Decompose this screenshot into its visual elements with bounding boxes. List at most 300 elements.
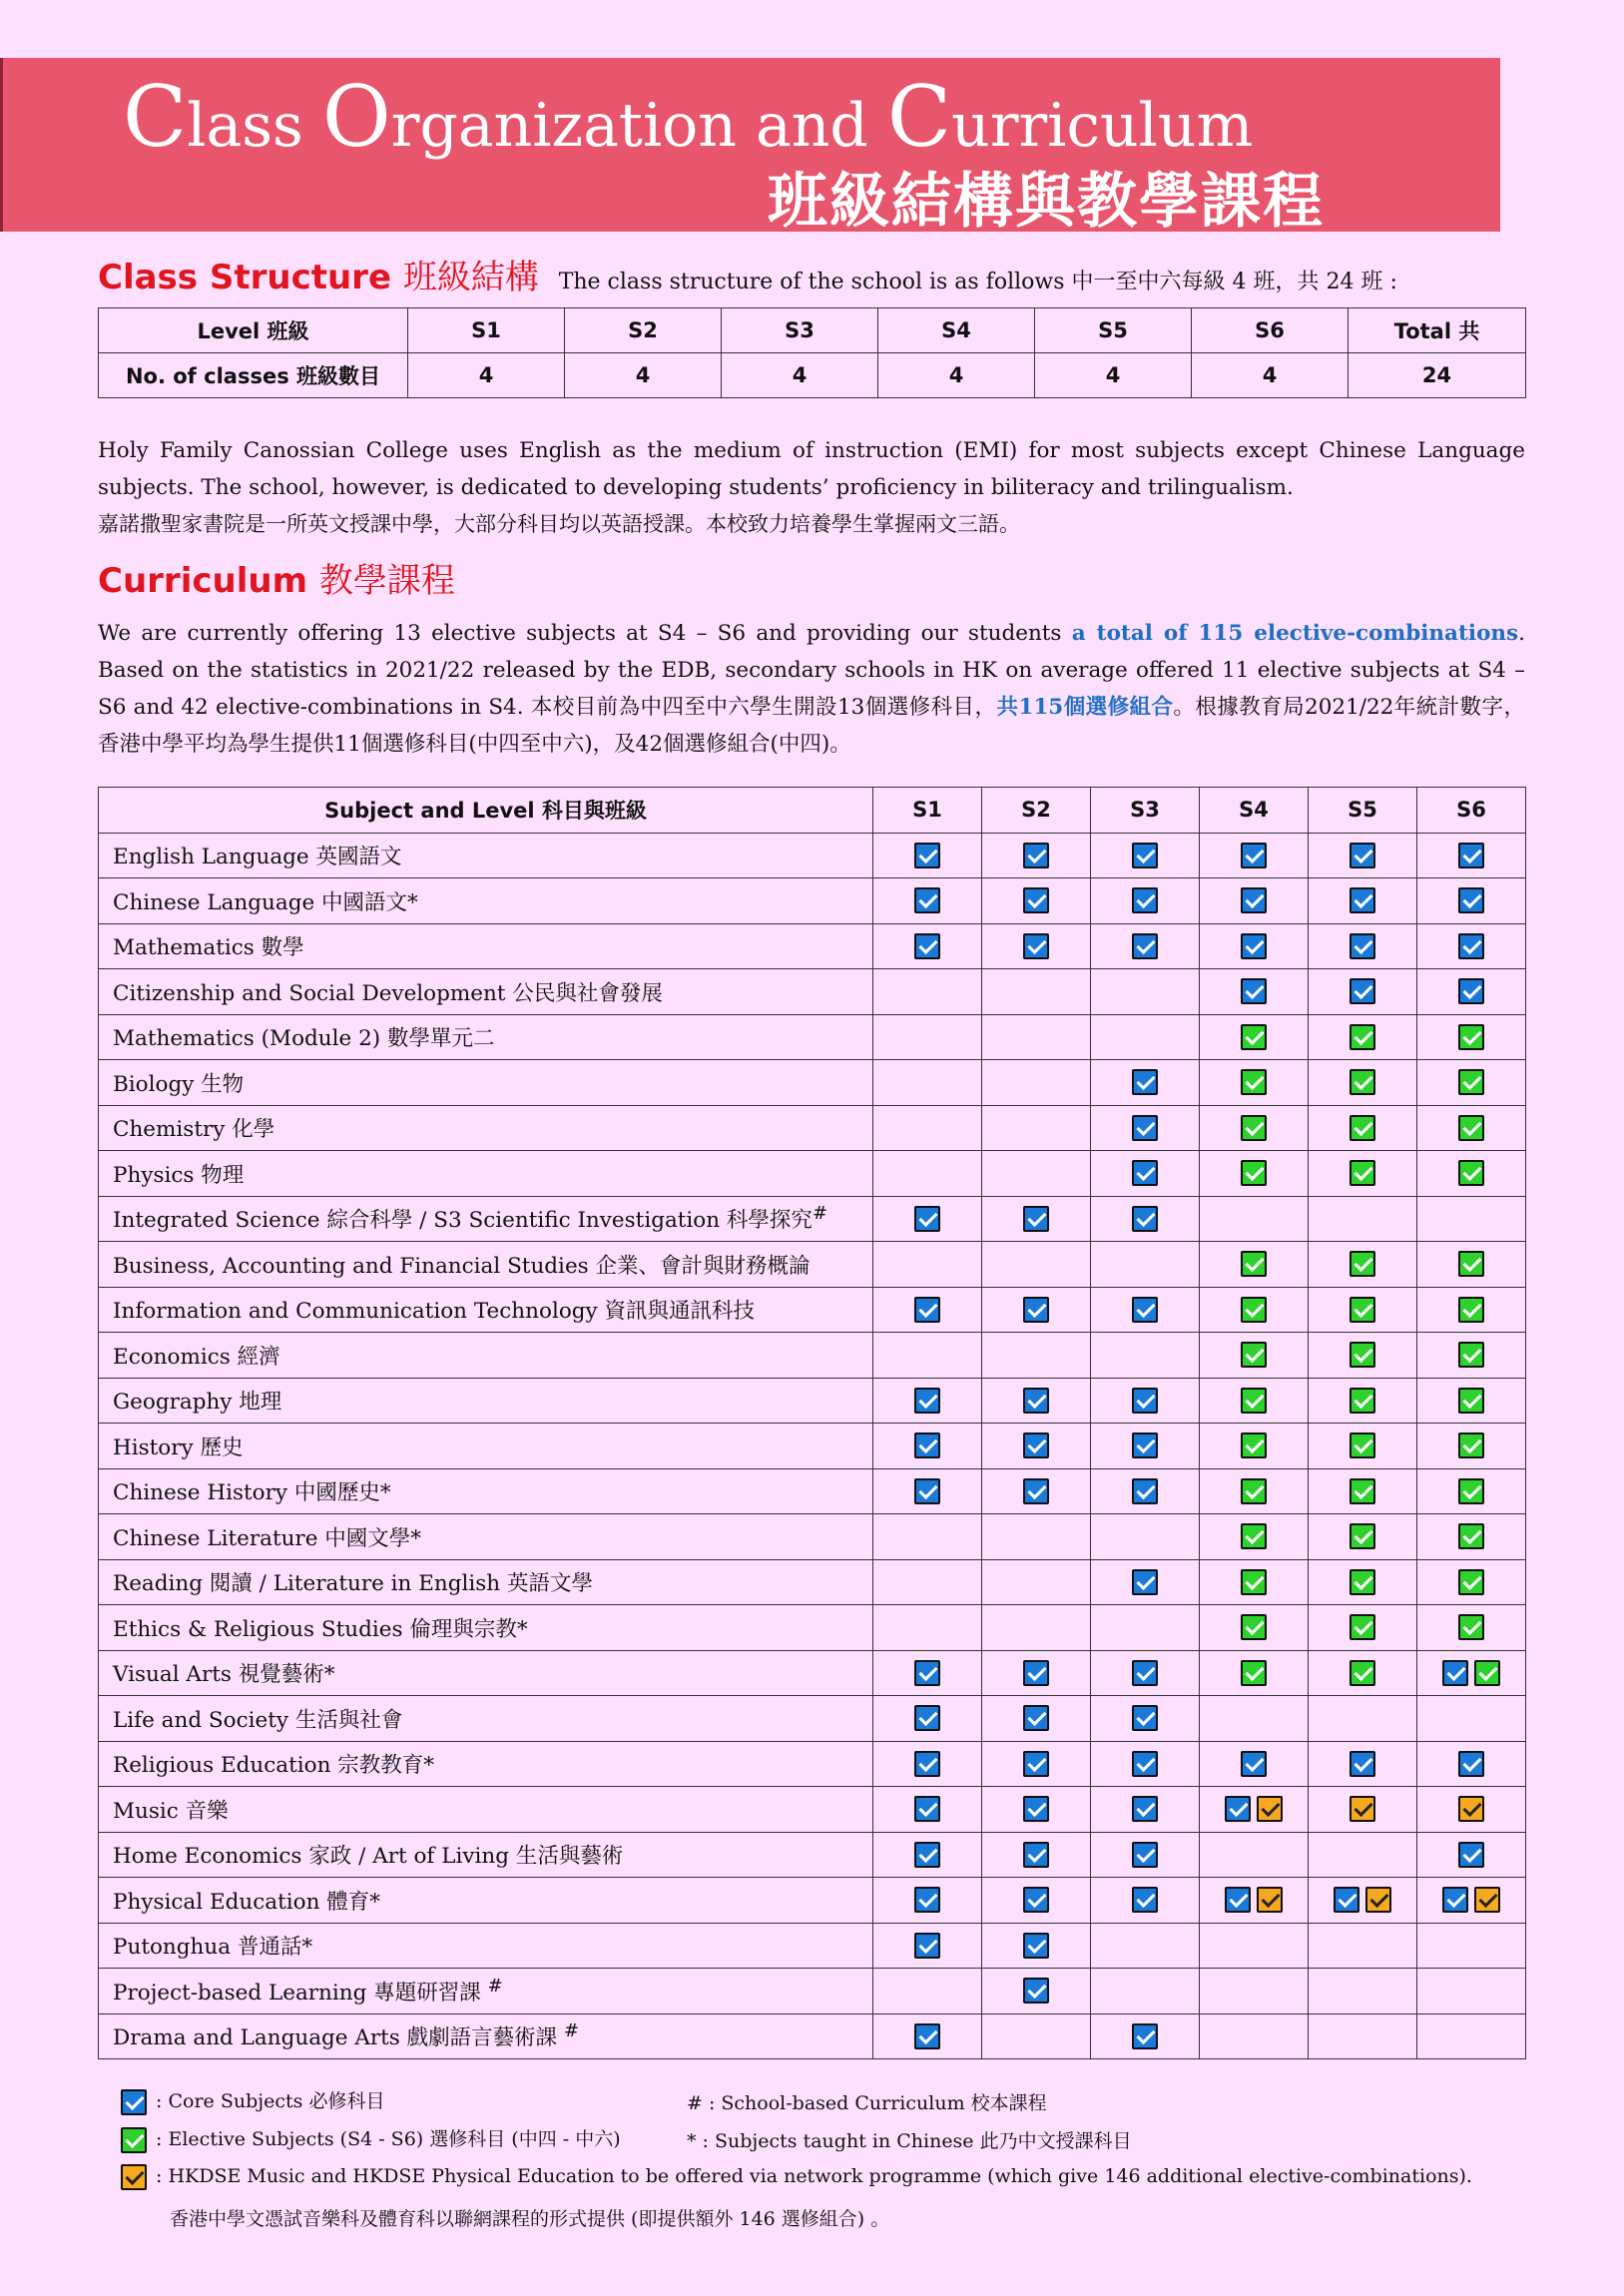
header-cell: S1 [408,308,565,353]
level-cell [1091,1650,1200,1696]
value-cell: 4 [1192,353,1349,398]
blue-checkbox-icon [914,1887,940,1913]
blue-checkbox-icon [1132,1206,1158,1232]
green-checkbox-icon [1350,1024,1375,1050]
green-checkbox-icon [1350,1160,1375,1186]
subject-cell: Visual Arts 視覺藝術* [99,1650,873,1696]
blue-checkbox-icon [1023,1887,1049,1913]
table-row [99,1696,1526,1742]
blue-checkbox-icon [914,843,940,868]
subject-cell: Ethics & Religious Studies 倫理與宗教* [99,1605,873,1651]
level-cell [1417,1014,1526,1060]
level-cell [1091,1378,1200,1424]
blue-checkbox-icon [1023,1705,1049,1731]
level-cell [873,923,982,969]
blue-checkbox-icon [1023,887,1049,913]
subject-cell: Chemistry 化學 [99,1105,873,1151]
level-cell [1200,1333,1309,1379]
level-cell [982,1378,1091,1424]
level-cell [873,1242,982,1288]
blue-checkbox-icon [914,887,940,913]
blue-checkbox-icon [1241,933,1267,959]
green-checkbox-icon [1458,1342,1484,1368]
blue-checkbox-icon [1241,843,1267,868]
level-cell [1091,1787,1200,1833]
level-cell [1200,1741,1309,1787]
green-checkbox-icon [1241,1478,1267,1504]
level-cell [1309,1514,1417,1560]
green-checkbox-icon [1458,1523,1484,1549]
level-cell [1200,1424,1309,1469]
level-cell [1417,1151,1526,1197]
value-cell: 4 [408,353,565,398]
green-checkbox-icon [1241,1569,1267,1595]
blue-checkbox-icon [914,2023,940,2049]
level-cell [1200,1787,1309,1833]
level-cell [982,1923,1091,1969]
header-cell: Level 班級 [99,308,408,353]
green-checkbox-icon [1350,1297,1375,1323]
blue-checkbox-icon [1023,1796,1049,1822]
medium-en: Holy Family Canossian College uses English as the medium of instruction (EMI) for most subjects except Chinese Language subjects. The school, however, is dedicated to developing students’ proficiency in biliteracy and trilingualism. [98,438,1525,500]
legend-chinese: * : Subjects taught in Chinese 此乃中文授課科目 [687,2130,1132,2152]
green-checkbox-icon [1350,1251,1375,1277]
level-cell [982,1014,1091,1060]
table-row [99,1242,1526,1288]
header-banner [0,58,1500,237]
blue-checkbox-icon [914,1705,940,1731]
green-checkbox-icon [1458,1614,1484,1640]
subject-cell: Chinese Language 中國語文* [99,878,873,924]
table-row [99,923,1526,969]
table-row [99,1196,1526,1242]
blue-checkbox-icon [1132,1796,1158,1822]
blue-checkbox-icon [1023,1751,1049,1777]
level-cell [1309,1151,1417,1197]
table-row [99,1468,1526,1514]
level-cell [1417,1923,1526,1969]
level-cell [1091,1923,1200,1969]
level-cell [873,1605,982,1651]
level-cell [1091,1014,1200,1060]
blue-checkbox-icon [914,1796,940,1822]
level-cell [1309,1378,1417,1424]
green-checkbox-icon [1458,1069,1484,1095]
level-cell [1309,1878,1417,1924]
blue-checkbox-icon [914,1297,940,1323]
level-cell [982,1605,1091,1651]
level-cell [873,1060,982,1106]
blue-checkbox-icon [1241,1751,1267,1777]
level-cell [873,1287,982,1333]
blue-checkbox-icon [1023,1433,1049,1458]
blue-checkbox-icon [1350,887,1375,913]
blue-checkbox-icon [1458,978,1484,1004]
level-cell [1309,1060,1417,1106]
level-cell [1417,1787,1526,1833]
green-checkbox-icon [1241,1297,1267,1323]
level-cell [982,878,1091,924]
level-cell [982,1832,1091,1878]
level-cell [982,833,1091,878]
blue-checkbox-icon [1023,843,1049,868]
subject-cell: Reading 閱讀 / Literature in English 英語文學 [99,1559,873,1605]
orange-checkbox-icon [121,2164,147,2190]
blue-checkbox-icon [1334,1887,1359,1913]
subject-cell: English Language 英國語文 [99,833,873,878]
orange-checkbox-icon [1474,1887,1500,1913]
level-cell [1309,1969,1417,2014]
curriculum-heading: Curriculum 教學課程 [98,561,455,601]
orange-checkbox-icon [1365,1887,1391,1913]
level-cell [1091,969,1200,1015]
level-cell [982,1696,1091,1742]
level-cell [1417,1105,1526,1151]
level-cell [1309,1424,1417,1469]
table-row [99,1605,1526,1651]
level-cell [1091,1468,1200,1514]
subject-cell: Mathematics (Module 2) 數學單元二 [99,1014,873,1060]
blue-checkbox-icon [1132,1478,1158,1504]
level-cell [982,2013,1091,2059]
green-checkbox-icon [1350,1523,1375,1549]
header-cell: S1 [873,788,982,834]
level-cell [1309,1832,1417,1878]
level-cell [982,1514,1091,1560]
green-checkbox-icon [1458,1160,1484,1186]
table-row [99,878,1526,924]
orange-checkbox-icon [1350,1796,1375,1822]
level-cell [1200,1923,1309,1969]
table-row [99,1378,1526,1424]
blue-checkbox-icon [1132,1660,1158,1686]
level-cell [1417,1287,1526,1333]
green-checkbox-icon [1241,1433,1267,1458]
table-row [99,1514,1526,1560]
level-cell [982,1333,1091,1379]
green-checkbox-icon [1241,1115,1267,1141]
blue-checkbox-icon [121,2089,147,2115]
level-cell [873,878,982,924]
blue-checkbox-icon [1023,1478,1049,1504]
title-zh: 班級結構與教學課程 [768,167,1325,237]
level-cell [873,2013,982,2059]
subject-cell: History 歷史 [99,1424,873,1469]
legend-school-based: # : School-based Curriculum 校本課程 [687,2092,1047,2114]
header-cell: S5 [1309,788,1417,834]
blue-checkbox-icon [1132,2023,1158,2049]
table-row [99,1060,1526,1106]
level-cell [1417,2013,1526,2059]
level-cell [1309,833,1417,878]
blue-checkbox-icon [1023,1206,1049,1232]
level-cell [1091,1832,1200,1878]
school-based-marker: # [812,1203,827,1225]
blue-checkbox-icon [1241,978,1267,1004]
level-cell [1200,1196,1309,1242]
level-cell [982,923,1091,969]
blue-checkbox-icon [914,1933,940,1959]
level-cell [1200,833,1309,878]
subject-cell: Geography 地理 [99,1378,873,1424]
level-cell [982,1468,1091,1514]
level-cell [1200,969,1309,1015]
level-cell [982,1559,1091,1605]
level-cell [1091,1287,1200,1333]
level-cell [1309,1333,1417,1379]
orange-checkbox-icon [1458,1796,1484,1822]
header-cell: S2 [565,308,722,353]
level-cell [1200,1832,1309,1878]
blue-checkbox-icon [914,1433,940,1458]
level-cell [1309,1242,1417,1288]
subject-cell: Music 音樂 [99,1787,873,1833]
level-cell [873,1741,982,1787]
table-row [99,1832,1526,1878]
level-cell [873,1559,982,1605]
level-cell [982,969,1091,1015]
level-cell [873,1923,982,1969]
level-cell [1417,878,1526,924]
level-cell [1200,1060,1309,1106]
level-cell [873,1424,982,1469]
subject-cell: Physical Education 體育* [99,1878,873,1924]
green-checkbox-icon [1458,1388,1484,1414]
blue-checkbox-icon [1132,1160,1158,1186]
level-cell [873,1878,982,1924]
blue-checkbox-icon [1350,843,1375,868]
curriculum-header-row [99,788,1526,834]
subject-cell: Business, Accounting and Financial Studies 企業、會計與財務概論 [99,1242,873,1288]
blue-checkbox-icon [1132,843,1158,868]
legend-network: : HKDSE Music and HKDSE Physical Education to be offered via network programme (which give 146 additional elective-combinations). [118,2164,1472,2190]
table-row [99,1650,1526,1696]
title-word-1: Class [123,68,322,166]
title-en [123,68,1253,166]
table-row [99,2013,1526,2059]
level-cell [1200,923,1309,969]
level-cell [1091,1424,1200,1469]
blue-checkbox-icon [914,1842,940,1868]
level-cell [1200,1014,1309,1060]
level-cell [873,1014,982,1060]
blue-checkbox-icon [1350,1751,1375,1777]
level-cell [1091,1741,1200,1787]
legend-elective: : Elective Subjects (S4 - S6) 選修科目 (中四 - 中六) [118,2124,621,2153]
blue-checkbox-icon [1132,1297,1158,1323]
level-cell [1309,2013,1417,2059]
blue-checkbox-icon [1023,1933,1049,1959]
blue-checkbox-icon [914,1388,940,1414]
level-cell [982,1287,1091,1333]
table-row [99,1787,1526,1833]
level-cell [1417,969,1526,1015]
green-checkbox-icon [1241,1660,1267,1686]
subject-cell: Drama and Language Arts 戲劇語言藝術課 # [99,2013,873,2059]
title-word-3: Curriculum [886,68,1254,166]
blue-checkbox-icon [1458,1842,1484,1868]
level-cell [1417,1969,1526,2014]
header-cell: S2 [982,788,1091,834]
level-cell [1309,1196,1417,1242]
legend-network-zh: 香港中學文憑試音樂科及體育科以聯網課程的形式提供 (即提供額外 146 選修組合) 。 [170,2208,890,2230]
level-cell [982,1969,1091,2014]
level-cell [1417,1878,1526,1924]
green-checkbox-icon [1458,1024,1484,1050]
green-checkbox-icon [1350,1069,1375,1095]
header-cell: S4 [1200,788,1309,834]
blue-checkbox-icon [1132,1887,1158,1913]
level-cell [1309,1696,1417,1742]
level-cell [982,1424,1091,1469]
header-cell: S4 [878,308,1035,353]
level-cell [1309,1605,1417,1651]
green-checkbox-icon [1241,1160,1267,1186]
level-cell [873,1969,982,2014]
blue-checkbox-icon [1132,1115,1158,1141]
level-cell [1091,923,1200,969]
level-cell [1091,1605,1200,1651]
blue-checkbox-icon [1023,1660,1049,1686]
green-checkbox-icon [121,2127,147,2153]
blue-checkbox-icon [1458,1751,1484,1777]
level-cell [1417,1242,1526,1288]
value-cell: 4 [878,353,1035,398]
table-row [99,1424,1526,1469]
table-row [99,1878,1526,1924]
level-cell [1091,2013,1200,2059]
blue-checkbox-icon [1132,1751,1158,1777]
blue-checkbox-icon [1350,933,1375,959]
blue-checkbox-icon [1442,1660,1468,1686]
blue-checkbox-icon [1023,933,1049,959]
level-cell [873,1196,982,1242]
table-row [99,1969,1526,2014]
blue-checkbox-icon [1458,933,1484,959]
level-cell [1091,1105,1200,1151]
row-label: No. of classes 班級數目 [99,353,408,398]
green-checkbox-icon [1241,1251,1267,1277]
level-cell [873,1105,982,1151]
level-cell [1091,1696,1200,1742]
level-cell [1417,1060,1526,1106]
table-row [99,1014,1526,1060]
level-cell [1091,1969,1200,2014]
level-cell [1417,1378,1526,1424]
highlight-combinations-en: a total of 115 elective-combinations [1071,621,1519,646]
blue-checkbox-icon [914,1660,940,1686]
level-cell [1309,1014,1417,1060]
level-cell [982,1196,1091,1242]
subject-cell: Putonghua 普通話* [99,1923,873,1969]
green-checkbox-icon [1458,1251,1484,1277]
level-cell [1417,1605,1526,1651]
subject-cell: Project-based Learning 專題研習課 # [99,1969,873,2014]
green-checkbox-icon [1474,1660,1500,1686]
subject-cell: Home Economics 家政 / Art of Living 生活與藝術 [99,1832,873,1878]
level-cell [1417,923,1526,969]
green-checkbox-icon [1458,1297,1484,1323]
level-cell [873,1333,982,1379]
subject-cell: Life and Society 生活與社會 [99,1696,873,1742]
value-cell: 4 [722,353,878,398]
green-checkbox-icon [1241,1024,1267,1050]
green-checkbox-icon [1241,1069,1267,1095]
level-cell [1200,1287,1309,1333]
blue-checkbox-icon [1023,1978,1049,2004]
green-checkbox-icon [1350,1433,1375,1458]
blue-checkbox-icon [1225,1887,1251,1913]
green-checkbox-icon [1350,1614,1375,1640]
level-cell [982,1878,1091,1924]
level-cell [873,1514,982,1560]
level-cell [873,1832,982,1878]
level-cell [1417,1424,1526,1469]
value-cell: 24 [1349,353,1526,398]
header-cell: S5 [1035,308,1192,353]
green-checkbox-icon [1350,1660,1375,1686]
value-cell: 4 [565,353,722,398]
subject-cell: Religious Education 宗教教育* [99,1741,873,1787]
level-cell [1091,878,1200,924]
orange-checkbox-icon [1257,1887,1283,1913]
class-structure-heading: Class Structure 班級結構 The class structure of the school is as follows 中一至中六每級 4 班，共 24 班 : [98,258,1397,297]
blue-checkbox-icon [1132,1705,1158,1731]
green-checkbox-icon [1458,1115,1484,1141]
blue-checkbox-icon [1132,933,1158,959]
level-cell [873,1468,982,1514]
level-cell [1091,1060,1200,1106]
subject-cell: Information and Communication Technology 資訊與通訊科技 [99,1287,873,1333]
level-cell [1309,923,1417,969]
level-cell [1200,1468,1309,1514]
level-cell [1417,1468,1526,1514]
level-cell [1200,1605,1309,1651]
level-cell [873,1650,982,1696]
level-cell [1200,1559,1309,1605]
blue-checkbox-icon [1225,1796,1251,1822]
orange-checkbox-icon [1257,1796,1283,1822]
green-checkbox-icon [1350,1115,1375,1141]
title-word-2: Organization and [321,68,887,166]
subject-cell: Chinese History 中國歷史* [99,1468,873,1514]
level-cell [982,1650,1091,1696]
level-cell [1200,1696,1309,1742]
green-checkbox-icon [1350,1388,1375,1414]
level-cell [982,1060,1091,1106]
level-cell [982,1787,1091,1833]
level-cell [1200,1105,1309,1151]
level-cell [1309,1923,1417,1969]
level-cell [1417,1650,1526,1696]
green-checkbox-icon [1458,1569,1484,1595]
level-cell [1200,1242,1309,1288]
green-checkbox-icon [1458,1433,1484,1458]
subject-cell: Economics 經濟 [99,1333,873,1379]
level-cell [1091,1242,1200,1288]
table-row [99,1105,1526,1151]
subject-cell: Chinese Literature 中國文學* [99,1514,873,1560]
level-cell [873,833,982,878]
level-cell [1417,1196,1526,1242]
table-row [99,833,1526,878]
level-cell [1091,1559,1200,1605]
header-cell: S6 [1192,308,1349,353]
level-cell [1091,833,1200,878]
table-row [99,1741,1526,1787]
school-based-marker: # [563,2020,579,2042]
header-cell: Total 共 [1349,308,1526,353]
